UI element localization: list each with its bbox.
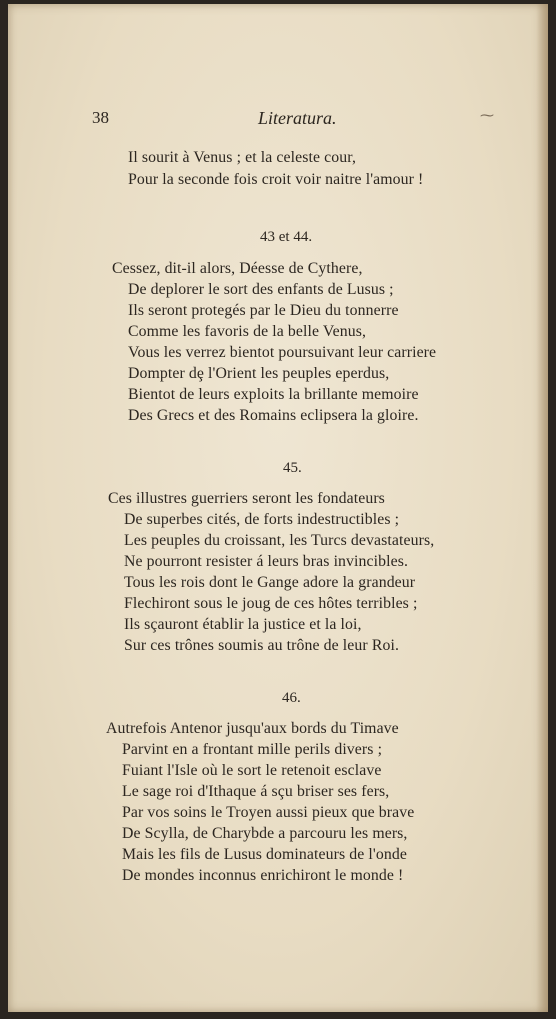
stanza-heading: 46.: [282, 690, 301, 706]
stanza-heading: 43 et 44.: [260, 229, 313, 245]
page-number: 38: [92, 108, 109, 127]
verse-line: De mondes inconnus enrichiront le monde !: [122, 867, 404, 884]
verse-line: De superbes cités, de forts indestructibles ;: [124, 511, 400, 528]
book-page: [8, 4, 548, 1012]
verse-line: Les peuples du croissant, les Turcs devastateurs,: [124, 532, 435, 549]
page-header: [8, 108, 548, 136]
running-title: Literatura.: [258, 108, 337, 128]
verse-line: Mais les fils de Lusus dominateurs de l'onde: [122, 846, 407, 863]
verse-line: Parvint en a frontant mille perils divers ;: [122, 741, 383, 758]
verse-line: Ils sçauront établir la justice et la loi,: [124, 616, 362, 633]
header-corner-mark: ⁓: [480, 109, 494, 124]
verse-line: Par vos soins le Troyen aussi pieux que brave: [122, 804, 415, 821]
verse-line: Le sage roi d'Ithaque á sçu briser ses fers,: [122, 783, 390, 800]
stanza-heading: 45.: [283, 460, 302, 476]
verse-line: Ne pourront resister á leurs bras invincibles.: [124, 553, 409, 570]
verse-line: Autrefois Antenor jusqu'aux bords du Timave: [106, 720, 399, 737]
verse-line: Pour la seconde fois croit voir naitre l'amour !: [128, 171, 424, 188]
verse-line: Des Grecs et des Romains eclipsera la gloire.: [128, 407, 419, 424]
verse-line: Il sourit à Venus ; et la celeste cour,: [128, 149, 357, 166]
verse-line: Tous les rois dont le Gange adore la grandeur: [124, 574, 416, 591]
verse-line: Ils seront protegés par le Dieu du tonnerre: [128, 302, 399, 319]
verse-line: Vous les verrez bientot poursuivant leur carriere: [128, 344, 437, 361]
verse-line: Comme les favoris de la belle Venus,: [128, 323, 367, 340]
verse-line: Bientot de leurs exploits la brillante memoire: [128, 386, 419, 403]
verse-line: De deplorer le sort des enfants de Lusus ;: [128, 281, 394, 298]
verse-line: Dompter dȩ l'Orient les peuples eperdus,: [128, 365, 390, 382]
page-spine-shadow: [536, 4, 548, 1012]
verse-line: Flechiront sous le joug de ces hôtes terribles ;: [124, 595, 418, 612]
verse-line: Ces illustres guerriers seront les fondateurs: [108, 490, 385, 507]
verse-line: Fuiant l'Isle où le sort le retenoit esclave: [122, 762, 382, 779]
verse-line: Cessez, dit-il alors, Déesse de Cythere,: [112, 260, 363, 277]
verse-line: De Scylla, de Charybde a parcouru les mers,: [122, 825, 408, 842]
verse-line: Sur ces trônes soumis au trône de leur Roi.: [124, 637, 399, 654]
